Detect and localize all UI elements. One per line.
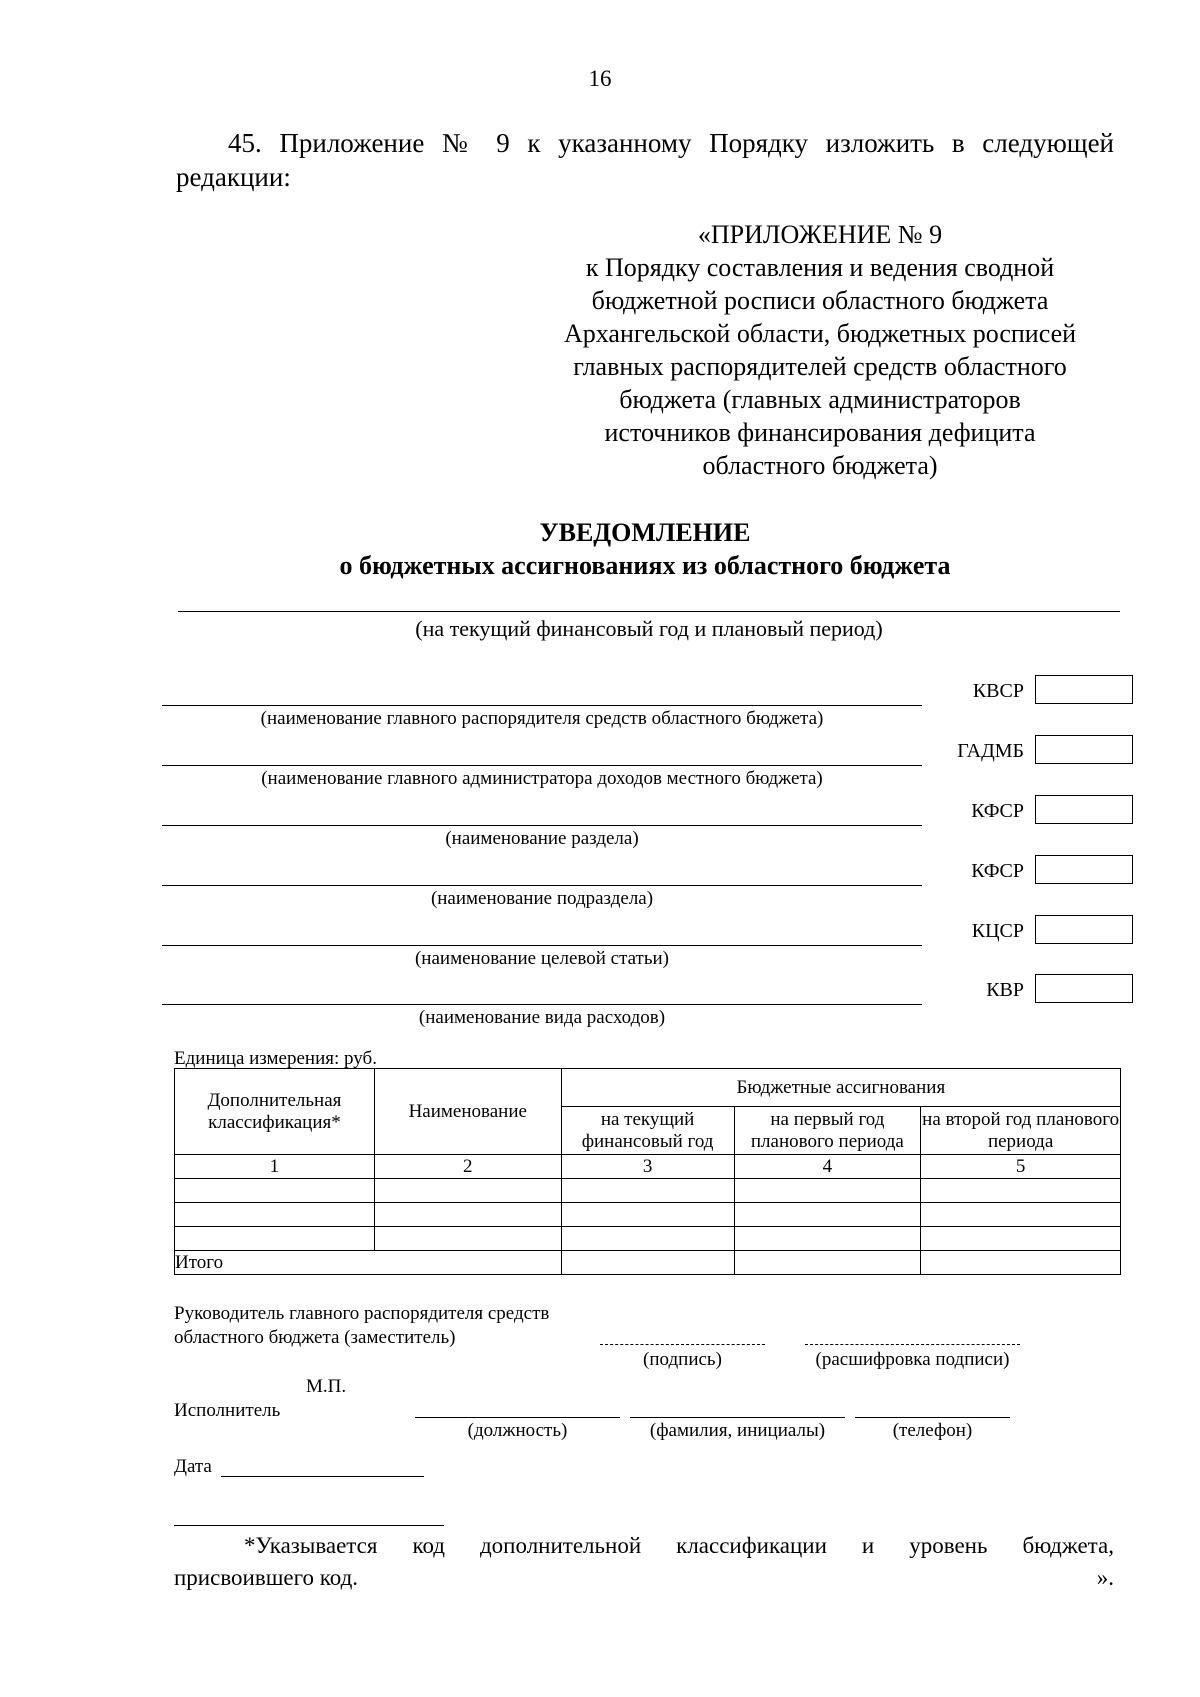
table-cell[interactable] xyxy=(175,1203,375,1227)
code-box-kvr[interactable] xyxy=(1035,974,1133,1003)
footnote-word: классификации xyxy=(676,1533,827,1558)
table-cell[interactable] xyxy=(561,1251,734,1275)
code-box-kcsr[interactable] xyxy=(1035,915,1133,944)
table-cell[interactable] xyxy=(734,1203,921,1227)
decoding-line[interactable] xyxy=(805,1344,1020,1345)
code-label: ГАДМБ xyxy=(957,740,1024,762)
total-row xyxy=(175,1251,1121,1275)
annex-header-line: главных распорядителей средств областного xyxy=(573,352,1067,381)
table-cell[interactable] xyxy=(921,1203,1121,1227)
code-label: КФСР xyxy=(971,860,1024,882)
table-cell[interactable] xyxy=(734,1179,921,1203)
code-box-gadmb[interactable] xyxy=(1035,735,1133,764)
sub-header-first-plan-year: на первый год планового периода xyxy=(734,1107,921,1155)
table-cell[interactable] xyxy=(561,1227,734,1251)
column-number: 4 xyxy=(734,1155,921,1179)
field-line-expense-type[interactable] xyxy=(162,1004,922,1005)
table-cell[interactable] xyxy=(921,1179,1121,1203)
name-line[interactable] xyxy=(630,1417,845,1418)
table-cell[interactable] xyxy=(175,1227,375,1251)
field-caption: (наименование главного распорядителя средств областного бюджета) xyxy=(260,708,824,729)
code-label: КФСР xyxy=(971,800,1024,822)
table-row xyxy=(175,1227,1121,1251)
annex-header xyxy=(540,218,1100,482)
annex-header-line: «ПРИЛОЖЕНИЕ № 9 xyxy=(697,220,943,249)
field-line-subsection[interactable] xyxy=(162,885,922,886)
intro-paragraph: 45. Приложение № 9 к указанному Порядку изложить в следующей редакции: xyxy=(176,128,1114,192)
code-box-kfsr-section[interactable] xyxy=(1035,795,1133,824)
column-number: 3 xyxy=(561,1155,734,1179)
footnote-word: уровень xyxy=(909,1533,988,1558)
table-cell[interactable] xyxy=(175,1179,375,1203)
code-box-kfsr-subsection[interactable] xyxy=(1035,855,1133,884)
field-caption: (наименование целевой статьи) xyxy=(414,948,670,969)
table-cell[interactable] xyxy=(921,1227,1121,1251)
footnote xyxy=(174,1530,1114,1594)
table-cell[interactable] xyxy=(374,1179,561,1203)
table-cell[interactable] xyxy=(374,1203,561,1227)
field-caption: (наименование подраздела) xyxy=(430,888,654,909)
annex-header-line: бюджета (главных администраторов xyxy=(619,385,1021,414)
allocations-table xyxy=(174,1068,1121,1275)
field-caption: (наименование вида расходов) xyxy=(418,1007,666,1028)
annex-header-line: областного бюджета) xyxy=(702,451,938,480)
table-cell[interactable] xyxy=(374,1227,561,1251)
code-label: КВР xyxy=(986,979,1024,1001)
signature-caption: (подпись) xyxy=(643,1349,722,1370)
signature-line[interactable] xyxy=(600,1344,765,1345)
unit-label: Единица измерения: руб. xyxy=(174,1048,377,1069)
column-number: 1 xyxy=(175,1155,375,1179)
page-number: 16 xyxy=(588,66,612,91)
annex-header-line: бюджетной росписи областного бюджета xyxy=(591,286,1049,315)
footnote-word: код xyxy=(412,1533,445,1558)
table-cell[interactable] xyxy=(921,1251,1121,1275)
column-number: 5 xyxy=(921,1155,1121,1179)
footnote-line2: присвоившего код. xyxy=(174,1565,359,1590)
footnote-word: *Указывается xyxy=(244,1533,378,1558)
table-cell[interactable] xyxy=(734,1251,921,1275)
position-line[interactable] xyxy=(415,1417,620,1418)
footnote-separator xyxy=(174,1525,444,1526)
column-number: 2 xyxy=(374,1155,561,1179)
table-cell[interactable] xyxy=(561,1179,734,1203)
head-label-line2: областного бюджета (заместитель) xyxy=(174,1327,456,1348)
field-caption: (наименование главного администратора доходов местного бюджета) xyxy=(261,768,823,789)
footnote-word: и xyxy=(861,1533,875,1558)
annex-header-line: источников финансирования дефицита xyxy=(604,418,1036,447)
date-line[interactable] xyxy=(221,1476,424,1477)
subtitle: о бюджетных ассигнованиях из областного бюджета xyxy=(339,551,951,580)
title: УВЕДОМЛЕНИЕ xyxy=(539,518,751,547)
field-caption: (наименование раздела) xyxy=(445,828,639,849)
footnote-word: бюджета, xyxy=(1022,1533,1114,1558)
sub-header-second-plan-year: на второй год планового периода xyxy=(921,1107,1121,1155)
annex-header-line: к Порядку составления и ведения сводной xyxy=(585,253,1055,282)
period-caption: (на текущий финансовый год и плановый период) xyxy=(415,616,883,641)
executor-label: Исполнитель xyxy=(174,1400,281,1421)
period-line[interactable] xyxy=(178,611,1120,612)
table-row xyxy=(175,1203,1121,1227)
name-caption: (фамилия, инициалы) xyxy=(649,1420,826,1441)
code-label: КВСР xyxy=(972,680,1024,702)
head-label-line1: Руководитель главного распорядителя средств xyxy=(174,1303,550,1324)
date-label: Дата xyxy=(174,1456,212,1477)
phone-line[interactable] xyxy=(855,1417,1010,1418)
decoding-caption: (расшифровка подписи) xyxy=(815,1349,1010,1370)
table-row xyxy=(175,1179,1121,1203)
field-line-gadmb[interactable] xyxy=(162,765,922,766)
footnote-word: дополнительной xyxy=(479,1533,642,1558)
table-cell[interactable] xyxy=(734,1227,921,1251)
col-header-name: Наименование xyxy=(374,1069,561,1155)
field-line-target-article[interactable] xyxy=(162,945,922,946)
annex-header-line: Архангельской области, бюджетных росписей xyxy=(563,319,1077,348)
document-title xyxy=(0,516,1200,582)
closing-quote: ». xyxy=(1096,1565,1114,1590)
group-header-allocations: Бюджетные ассигнования xyxy=(561,1069,1120,1107)
code-box-kvsr[interactable] xyxy=(1035,675,1133,704)
sub-header-current-year: на текущий финансовый год xyxy=(561,1107,734,1155)
col-header-classification: Дополнительная классификация* xyxy=(175,1069,375,1155)
phone-caption: (телефон) xyxy=(892,1420,973,1441)
code-label: КЦСР xyxy=(971,920,1024,942)
field-line-section[interactable] xyxy=(162,825,922,826)
position-caption: (должность) xyxy=(467,1420,568,1441)
table-cell[interactable] xyxy=(561,1203,734,1227)
field-line-kvsr[interactable] xyxy=(162,705,922,706)
total-label: Итого xyxy=(175,1251,562,1275)
seal-label: М.П. xyxy=(306,1376,347,1397)
